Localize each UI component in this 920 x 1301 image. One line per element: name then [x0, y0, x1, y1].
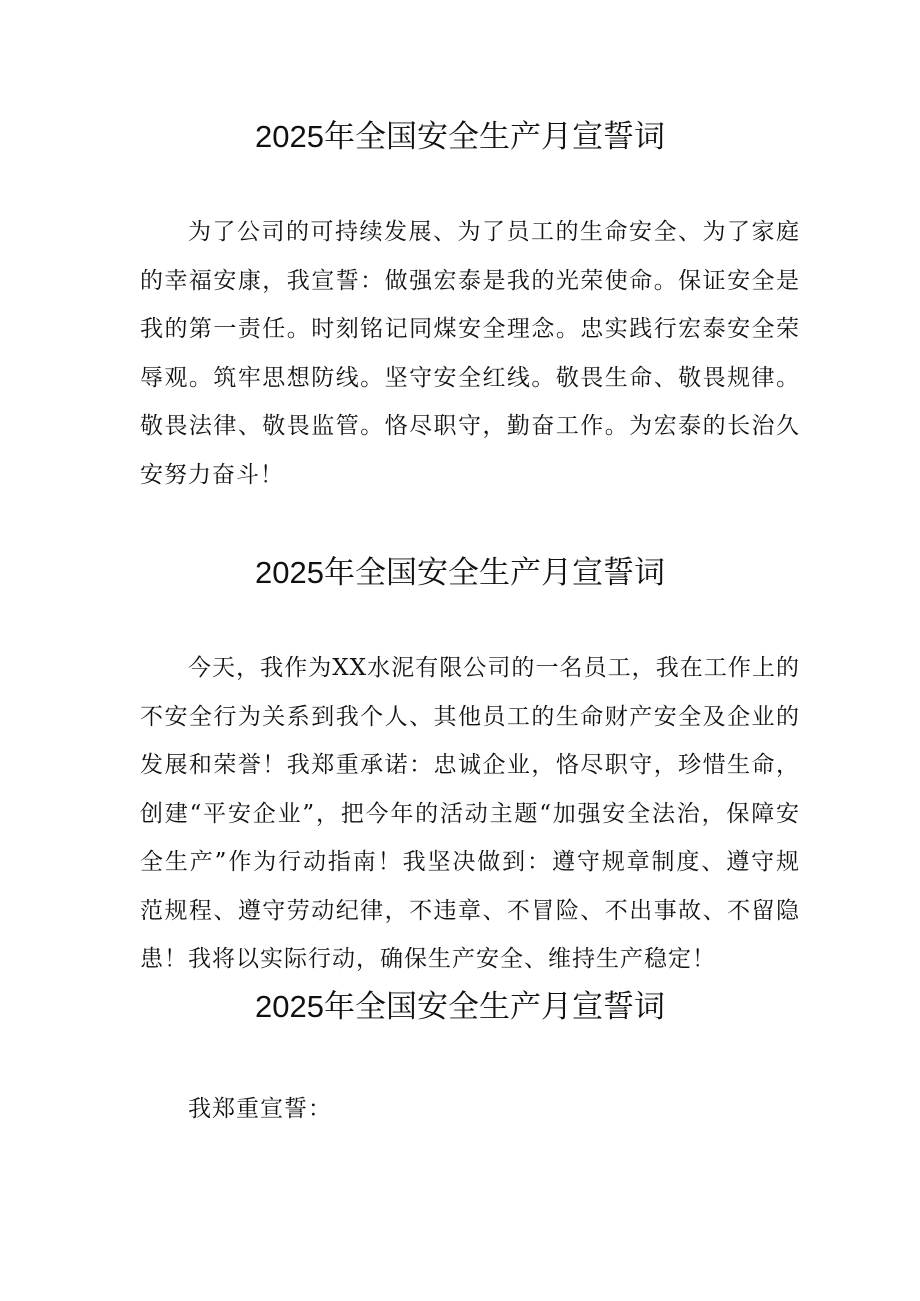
- section-title: 2025年全国安全生产月宣誓词: [255, 989, 665, 1024]
- section-paragraph: 我郑重宣誓：: [188, 1096, 332, 1122]
- section-paragraph: 今天，我作为XX水泥有限公司的一名员工，我在工作上的不安全行为关系到我个人、其他员工的生命财产安全及企业的发展和荣誉！我郑重承诺：忠诚企业，恪尽职守，珍惜生命，创建“平安企业”，把今年的活动主题“加强安全法治，保障安全生产”作为行动指南！我坚决做到：遵守规章制度、遵守规范规程、遵守劳动纪律，不违章、不冒险、不出事故、不留隐患！我将以实际行动，确保生产安全、维持生产稳定！: [140, 655, 800, 972]
- section-paragraph: 为了公司的可持续发展、为了员工的生命安全、为了家庭的幸福安康，我宣誓：做强宏泰是我的光荣使命。保证安全是我的第一责任。时刻铭记同煤安全理念。忠实践行宏泰安全荣辱观。筑牢思想防线。坚守安全红线。敬畏生命、敬畏规律。敬畏法律、敬畏监管。恪尽职守，勤奋工作。为宏泰的长治久安努力奋斗！: [140, 219, 800, 488]
- section-title: 2025年全国安全生产月宣誓词: [255, 119, 665, 154]
- section-title: 2025年全国安全生产月宣誓词: [255, 555, 665, 590]
